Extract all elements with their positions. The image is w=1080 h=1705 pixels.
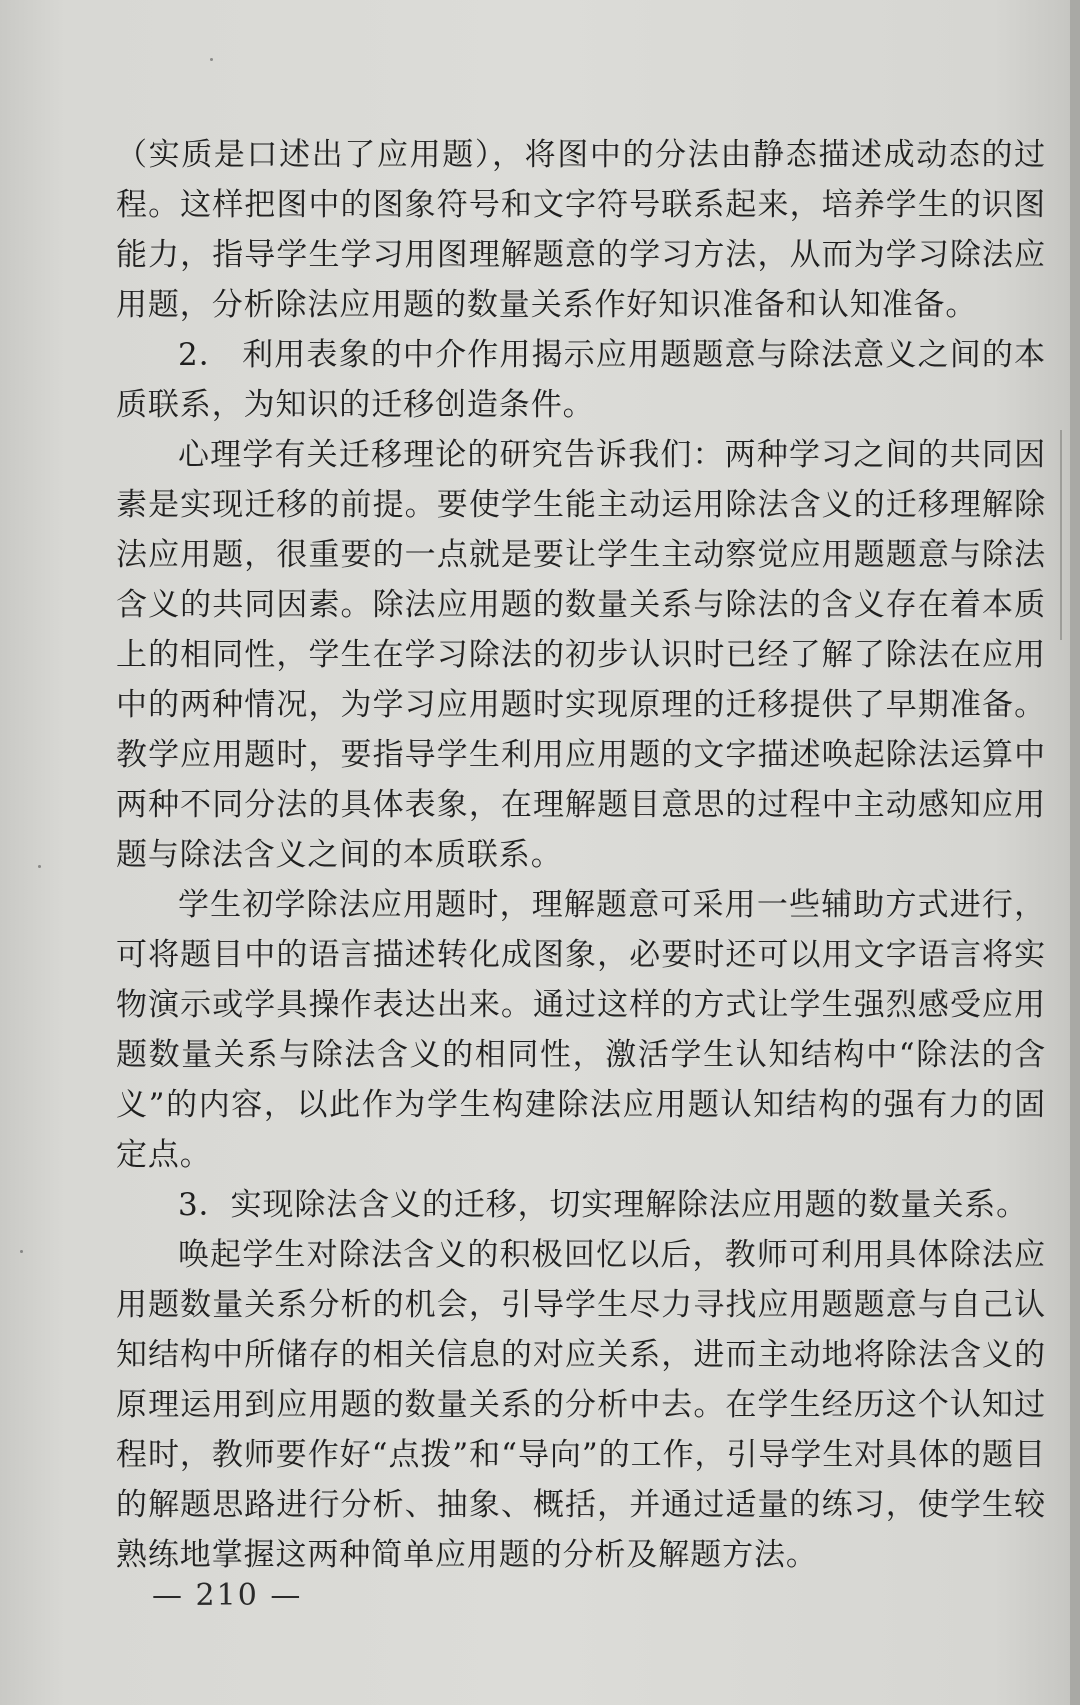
paragraph-teacher-guidance: 唤起学生对除法含义的积极回忆以后，教师可利用具体除法应用题数量关系分析的机会，引导学生尽力寻找应用题题意与自己认知结构中所储存的相关信息的对应关系，进而主动地将除法含义的原理运用到应用题的数量关系的分析中去。在学生经历这个认知过程时，教师要作好“点拨”和“导向”的工作，引导学生对具体的题目的解题思路进行分析、抽象、概括，并通过适量的练习，使学生较熟练地掌握这两种简单应用题的分析及解题方法。 (116, 1237, 1046, 1573)
paragraph-continuation: （实质是口述出了应用题），将图中的分法由静态描述成动态的过程。这样把图中的图象符号和文字符号联系起来，培养学生的识图能力，指导学生学习用图理解题意的学习方法，从而为学习除法应用题，分析除法应用题的数量关系作好知识准备和认知准备。 (116, 137, 1046, 323)
page-edge (1070, 0, 1080, 1705)
paragraph-heading-2: 2． 利用表象的中介作用揭示应用题题意与除法意义之间的本质联系，为知识的迁移创造条件。 (116, 337, 1046, 423)
paragraph-auxiliary-methods: 学生初学除法应用题时，理解题意可采用一些辅助方式进行，可将题目中的语言描述转化成图象，必要时还可以用文字语言将实物演示或学具操作表达出来。通过这样的方式让学生强烈感受应用题数量关系与除法含义的相同性，激活学生认知结构中“除法的含义”的内容，以此作为学生构建除法应用题认知结构的强有力的固定点。 (116, 887, 1046, 1173)
body-text (116, 130, 1046, 1580)
scan-speck (210, 58, 213, 61)
paragraph-heading-3: 3．实现除法含义的迁移，切实理解除法应用题的数量关系。 (178, 1187, 1029, 1223)
page-number: — 210 — (152, 1578, 303, 1613)
scan-mark (1060, 430, 1062, 640)
scan-speck (20, 1250, 23, 1253)
scan-speck (38, 865, 41, 868)
paragraph-transfer-theory: 心理学有关迁移理论的研究告诉我们：两种学习之间的共同因素是实现迁移的前提。要使学生能主动运用除法含义的迁移理解除法应用题，很重要的一点就是要让学生主动察觉应用题题意与除法含义的共同因素。除法应用题的数量关系与除法的含义存在着本质上的相同性，学生在学习除法的初步认识时已经了解了除法在应用中的两种情况，为学习应用题时实现原理的迁移提供了早期准备。教学应用题时，要指导学生利用应用题的文字描述唤起除法运算中两种不同分法的具体表象，在理解题目意思的过程中主动感知应用题与除法含义之间的本质联系。 (116, 437, 1046, 873)
